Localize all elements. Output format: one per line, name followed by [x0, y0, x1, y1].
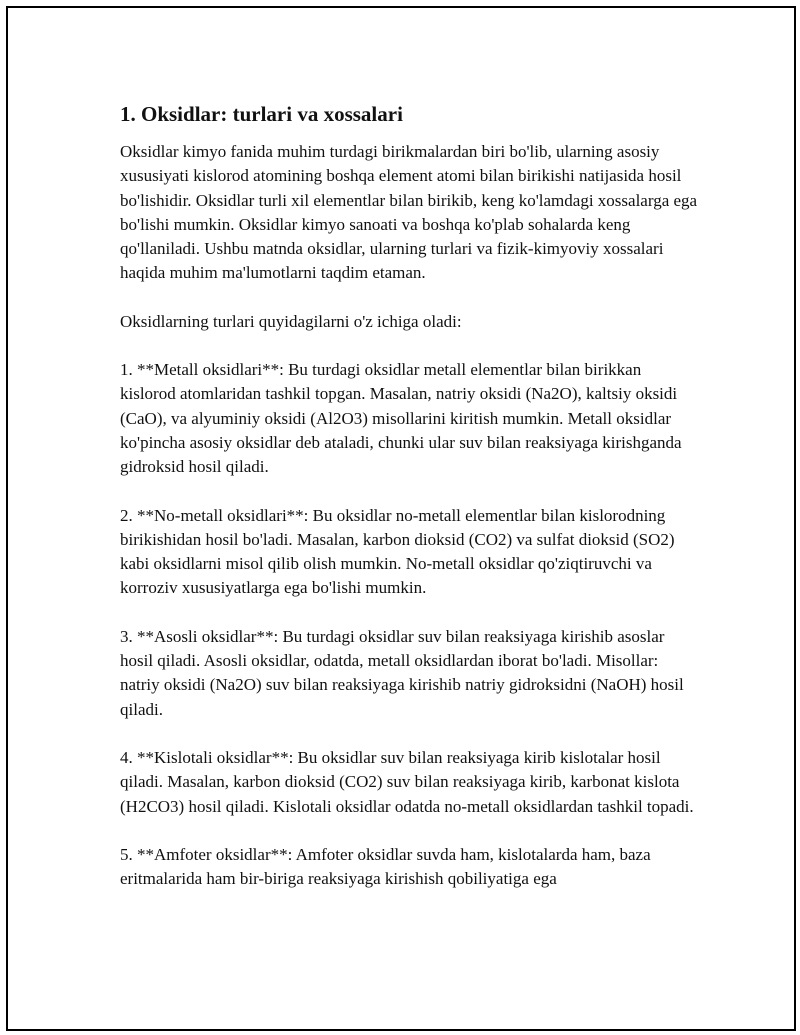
- list-item-amphoteric-oxides: 5. **Amfoter oksidlar**: Amfoter oksidlar suvda ham, kislotalarda ham, baza eritmalarida ham bir-biriga reaksiyaga kirishish qobiliyatiga ega: [120, 844, 651, 889]
- intro-paragraph: Oksidlar kimyo fanida muhim turdagi birikmalardan biri bo'lib, ularning asosiy xususiyati kislorod atomining boshqa element atomi bilan birikishi natijasida hosil bo'lishidir. Oksidlar turli xil elementlar bilan birikib, keng ko'lamdagi xossalarga ega bo'lishi mumkin. Oksidlar kimyo sanoati va boshqa ko'plab sohalarda keng qo'llaniladi. Ushbu matnda oksidlar, ularning turlari va fizik-kimyoviy xossalari haqida muhim ma'lumotlarni taqdim etaman.: [120, 142, 698, 283]
- list-item-metal-oxides: 1. **Metall oksidlari**: Bu turdagi oksidlar metall elementlar bilan birikkan kislorod atomlaridan tashkil topgan. Masalan, natriy oksidi (Na2O), kaltsiy oksidi (CaO), va alyuminiy oksidi (Al2O3) misollarini kiritish mumkin. Metall oksidlar ko'pincha asosiy oksidlar deb ataladi, chunki ular suv bilan reaksiyaga kirishganda gidroksid hosil qiladi.: [120, 360, 682, 477]
- list-intro-paragraph: Oksidlarning turlari quyidagilarni o'z ichiga oladi:: [120, 311, 462, 331]
- list-item-acidic-oxides: 4. **Kislotali oksidlar**: Bu oksidlar suv bilan reaksiyaga kirib kislotalar hosil qiladi. Masalan, karbon dioksid (CO2) suv bilan reaksiyaga kirib, karbonat kislota (H2CO3) hosil qiladi. Kislotali oksidlar odatda no-metall oksidlardan tashkil topadi.: [120, 747, 694, 816]
- section-heading: 1. Oksidlar: turlari va xossalari: [120, 102, 403, 126]
- list-item-nonmetal-oxides: 2. **No-metall oksidlari**: Bu oksidlar no-metall elementlar bilan kislorodning birikishidan hosil bo'ladi. Masalan, karbon dioksid (CO2) va sulfat dioksid (SO2) kabi oksidlarni misol qilib olish mumkin. No-metall oksidlar qo'ziqtiruvchi va korroziv xususiyatlarga ega bo'lishi mumkin.: [120, 505, 675, 598]
- list-item-basic-oxides: 3. **Asosli oksidlar**: Bu turdagi oksidlar suv bilan reaksiyaga kirishib asoslar hosil qiladi. Asosli oksidlar, odatda, metall oksidlardan iborat bo'ladi. Misollar: natriy oksidi (Na2O) suv bilan reaksiyaga kirishib natriy gidroksidni (NaOH) hosil qiladi.: [120, 626, 684, 719]
- document-body: [120, 100, 700, 915]
- document-page: [6, 6, 796, 1031]
